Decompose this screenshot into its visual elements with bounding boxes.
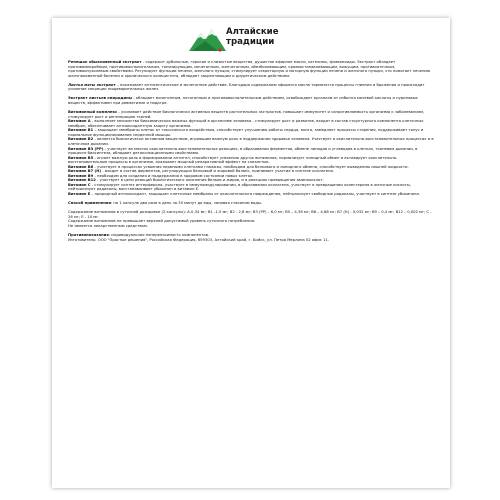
vitamin-term: Витамин В3 (РР) [68,146,104,151]
vitamin-text: - участвует во многих окислительно-восстановительных реакциях, в образовании ферментов, обмене липидов и углеводов в клетках, тканевом дыхании, в процессе биосинтеза, обладает детоксикационными свойствами. [68,146,418,156]
usage-instructions [68,201,434,206]
vitamin-term: Витамин А [68,119,91,124]
ingredient-repeshok [68,60,434,78]
mountain-logo-icon [188,24,228,54]
vitamin-term: Витамин В9 [68,173,94,178]
label-content [68,60,434,242]
vitamin-text: - стимулирует синтез интерферона, участвует в иммуномодулировании, в образовании коллагена, участвует в превращении холестерина в желчные кислоты, нейтрализует радикалы, восстанавливает убихинон и витамин Е. [68,182,411,192]
vitamin-text: - участвует в процессах усвоения нервными клетками глюкозы, необходим для белкового и липидного обмена, способствует выведению лишней жидкости. [93,164,409,169]
vitamin-text: - выполняет множество биохимических важных функций в организме человека - стимулирует рост и развитие, входит в состав структурного компонента клеточных мембран, обеспечивает антиоксидантную защиту организма. [68,119,424,128]
vitamin-complex [68,110,434,119]
vitamin-complex-term: Витаминный комплекс [68,110,118,115]
vitamin-a [68,119,434,128]
ingredient-term: Репешок обыкновенный экстракт [68,60,142,64]
vitamin-text: - участвует в цепи реакций биологического окисления белков и жиров, и в реакциях превращения аминокислот. [95,178,324,183]
vitamin-e [68,192,434,197]
contra-text: : индивидуальная непереносимость компонентов. [108,233,210,238]
manufacturer: Изготовитель: ООО "Простые решения", Российская Федерация, 659303, Алтайский край, г. Бийск, ул. Петра Мерлина 52 офис 11. [68,237,330,242]
vitamin-term: Витамин Е [68,192,91,196]
vitamin-b1 [68,128,434,137]
ingredient-term: Экстракт листьев смородины [68,96,133,101]
vitamin-c [68,183,434,192]
vitamin-text: - играет важную роль в формировании антител, способствует усвоению других витаминов, нормализует липидный обмен и активирует окислительно-восстановительные процессы в организме, оказывает мощный репаративный эффект на слизистые. [68,155,398,165]
vitamin-complex-text: - усиливает действие биологически активных веществ растительных экстрактов, повышает иммунитет и сопротивляемость организма к заболеваниям, стимулирует рост и регенерацию тканей. [68,110,425,119]
composition-line-2: Содержание витаминов не превышает верхний допустимый уровень суточного потребления. [68,219,256,224]
brand-line-1: Алтайские [226,27,279,37]
vitamin-term: Витамин В2 [68,137,94,142]
ingredient-text: - обладает мочегонным, потогонным и противовоспалительным действием, освобождает организм от избытка мочевой кислоты и пуриновых веществ, эффективен при ревматизме и подагре. [68,96,418,106]
vitamin-text: – защищает мембраны клеток от токсического воздействия, способствует улучшению работы сердца, мозга, замедляет процессы старения, поддерживает тонус и нормальное функционирование сердечной мышцы. [68,128,424,137]
composition-line-1: Содержание витаминов в суточной дозировке (2 капсулы): А-0,34 мг; В1 -1,5 мг; В2 - 2,8 мг; В3 (РР) – 6,0 мг; В5 – 4,36 мг; В6 – 4,88 мг; В7 (Н) - 0,032 мг; В9 – 0,4 мг; В12 – 0,002 мг; С - 26 мг; Е - 10 мг. [68,210,432,219]
vitamin-text: – природный антиоксидант, защищает клеточные мембраны от окислительного повреждения, нейтрализует свободные радикалы, участвует в синтезе убихинона. [90,192,420,196]
vitamin-term: Витамин В1 [68,128,94,133]
brand-logo [188,24,328,54]
vitamin-text: - необходим для создания и поддержания в здоровом состоянии новых клеток. [93,173,254,178]
ingredient-text: - содержит дубильные, горькие и слизистые вещества, душистое эфирное масло, катехины, флавоноиды. Экстракт обладает противомикробным, противовоспалительным, тонизирующим, мочегонным, желчегонным, обезболивающим, кровоостанавливающим, вяжущим, противоотечным, противоопухолевым свойствами. Регулирует функции печени, желчного пузыря; стимулирует секреторную и моторную функции печени и желчного пузыря, что помогает лечению желчнокаменной болезни и хронического холецистита, обладает закрепляющим и диуретическим действием. [68,60,431,78]
usage-term: Способ применения [68,201,111,206]
brand-name [226,27,279,47]
red-dot [218,48,221,51]
vitamin-text: - входит в состав ферментов, регулирующих белковый и жировой баланс, принимает участие в синтезе коллагена. [101,169,335,174]
vitamin-b5 [68,156,434,165]
vitamin-term: Витамин В6 [68,164,94,169]
ingredient-mint [68,83,434,92]
brand-line-2: традиции [226,37,275,47]
usage-text: : по 1 капсуле два раза в день за 30 минут до еды, запивая стаканом воды. [110,201,263,206]
product-label-page [52,18,450,488]
ingredient-text: – показывает антисептическое и мочегонное действие. Благодаря содержанию эфирного масла тормозятся процессы гниения и брожения и происходит усиление секреции пищеварительных желез. [68,82,425,92]
vitamin-term: Витамин В5 [68,155,94,160]
composition-line-3: Не является лекарственным средством. [68,223,148,228]
vitamin-text: - является биологически активным веществом, играющим важную роль в поддержании здоровья человека. Участвует в окислительно-восстановительных процессах и в клеточном дыхании. [68,137,434,146]
vitamin-term: Витамин В7 (Н) [68,169,102,174]
vitamin-b2 [68,137,434,146]
ingredient-term: Листья мяты экстракт [68,82,116,87]
vitamin-term: Витамин В12 [68,178,96,183]
vitamin-b3 [68,147,434,156]
vitamin-term: Витамин С [68,182,91,187]
ingredient-currant [68,96,434,105]
contra-term: Противопоказания [68,233,109,238]
